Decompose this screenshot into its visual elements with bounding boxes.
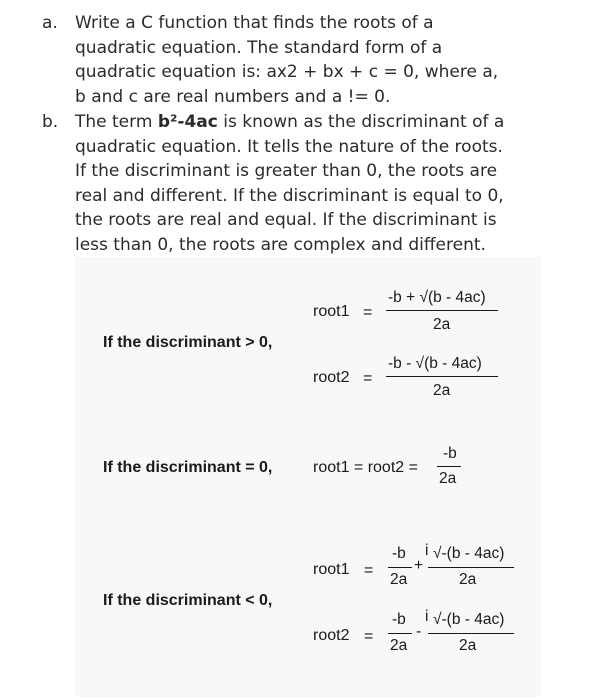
root2-label: root2 <box>313 627 350 644</box>
equals-sign: = <box>363 370 373 387</box>
text-line: b and c are real numbers and a != 0. <box>75 86 391 107</box>
imaginary-unit: i <box>425 542 429 559</box>
fraction-numerator: -b <box>392 545 406 562</box>
imaginary-unit: i <box>425 608 429 625</box>
root1-label: root1 <box>313 303 350 320</box>
root2-label: root2 <box>313 369 350 386</box>
discriminant-term: b²-4ac <box>157 112 218 132</box>
minus-sign: - <box>416 623 422 640</box>
fraction-bar <box>386 310 498 311</box>
plus-sign: + <box>414 557 424 574</box>
fraction-denominator: 2a <box>433 382 451 399</box>
fraction-denominator: 2a <box>433 316 451 333</box>
text-line: If the discriminant is greater than 0, the roots are <box>75 161 498 181</box>
text-line: quadratic equation. The standard form of a <box>75 37 443 58</box>
list-marker-a: a. <box>42 13 58 33</box>
condition-zero: If the discriminant = 0, <box>103 459 273 476</box>
text-line: the roots are real and equal. If the discriminant is <box>75 210 497 230</box>
text-line: less than 0, the roots are complex and different. <box>75 234 486 255</box>
text-line: real and different. If the discriminant is equal to 0, <box>75 185 504 206</box>
root1-label: root1 <box>313 561 350 578</box>
condition-negative: If the discriminant < 0, <box>103 592 273 609</box>
fraction-denominator: 2a <box>459 571 477 588</box>
fraction-numerator: √-(b - 4ac) <box>433 545 505 562</box>
fraction-numerator: -b <box>392 611 406 628</box>
fraction-bar <box>428 633 514 634</box>
root1-equals-root2: root1 = root2 = <box>313 459 418 476</box>
equals-sign: = <box>363 304 373 321</box>
fraction-denominator: 2a <box>459 637 477 654</box>
fraction-denominator: 2a <box>390 571 408 588</box>
fraction-bar <box>386 376 498 377</box>
fraction-numerator: -b <box>443 445 457 462</box>
fraction-denominator: 2a <box>390 637 408 654</box>
text-line <box>75 110 555 135</box>
equals-sign: = <box>364 628 374 645</box>
fraction-bar <box>437 466 461 467</box>
fraction-bar <box>428 567 514 568</box>
text-line: quadratic equation is: ax2 + bx + c = 0, where a, <box>75 62 499 82</box>
text-line: quadratic equation. It tells the nature of the roots. <box>75 136 503 157</box>
fraction-numerator: -b + √(b - 4ac) <box>388 289 486 306</box>
fraction-bar <box>388 567 412 568</box>
equals-sign: = <box>364 562 374 579</box>
fraction-bar <box>388 633 412 634</box>
text-span: The term <box>75 112 158 132</box>
formula-panel <box>75 257 541 697</box>
fraction-numerator: -b - √(b - 4ac) <box>388 355 482 372</box>
question-a-text <box>75 11 555 109</box>
fraction-numerator: √-(b - 4ac) <box>433 611 505 628</box>
list-marker-b: b. <box>42 112 59 132</box>
fraction-denominator: 2a <box>439 470 457 487</box>
question-b-text <box>75 110 555 257</box>
text-line: Write a C function that finds the roots of a <box>75 13 434 33</box>
condition-positive: If the discriminant > 0, <box>103 334 273 351</box>
text-span: is known as the discriminant of a <box>217 112 505 132</box>
